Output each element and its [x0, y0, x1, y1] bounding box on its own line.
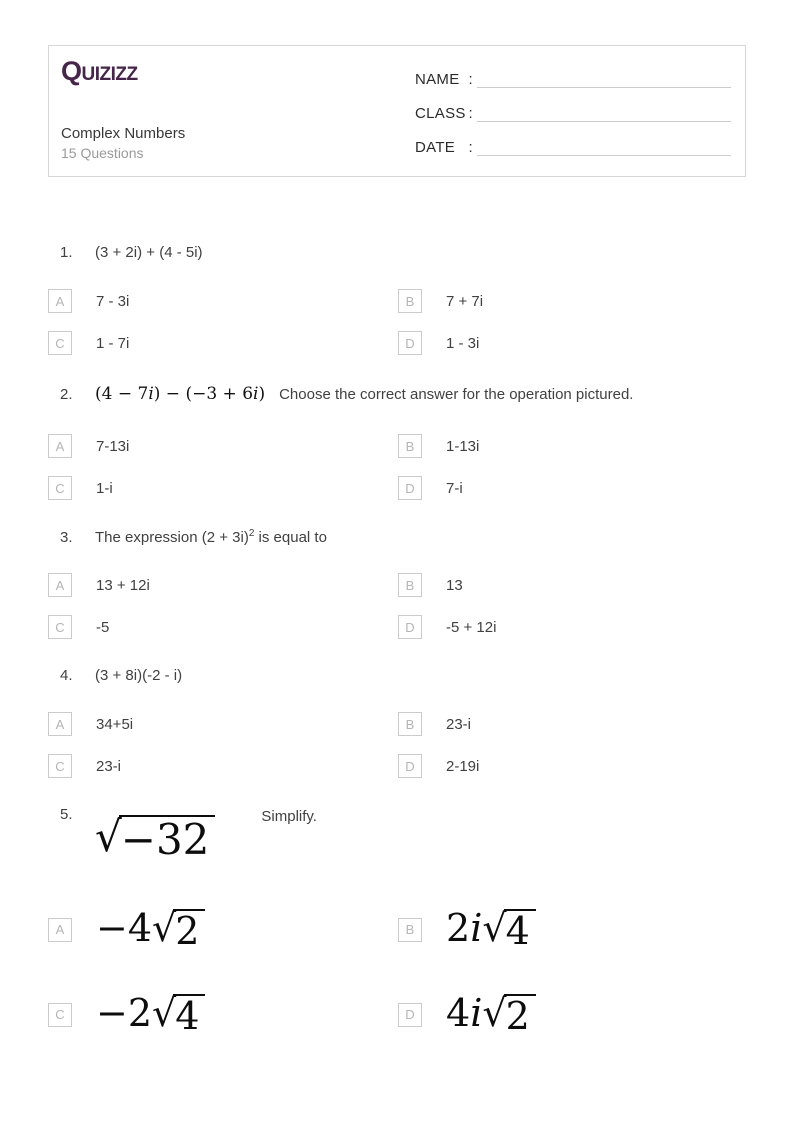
option-letter: B [398, 434, 422, 458]
option-text: -5 [96, 618, 110, 636]
option-text: 7 - 3i [96, 292, 130, 310]
option-text: 7-i [446, 479, 463, 497]
date-blank-line [477, 134, 731, 156]
question-prompt: (3 + 8i)(-2 - i) [95, 667, 183, 684]
quiz-question-count: 15 Questions [61, 145, 144, 162]
question-2-options [48, 434, 746, 500]
radical-sign-icon: √ [482, 991, 507, 1036]
option-a [48, 712, 398, 736]
radical-expression [152, 906, 205, 954]
radical-sign-icon: √ [482, 906, 507, 951]
class-blank-line [477, 100, 731, 122]
question-4-prompt-row [48, 667, 746, 689]
option-a [48, 907, 398, 952]
question-number: 4. [60, 667, 73, 684]
question-number: 3. [60, 529, 73, 546]
option-formula: −2 √ 4 [96, 992, 205, 1037]
question-4-options [48, 712, 746, 778]
header-left [61, 58, 185, 164]
question-3 [48, 528, 746, 639]
option-text: 7 + 7i [446, 292, 484, 310]
option-b [398, 434, 746, 458]
question-instruction: Choose the correct answer for the operation pictured. [279, 385, 634, 403]
option-d [398, 331, 746, 355]
question-5-options [48, 907, 746, 1037]
option-formula: 2i √ 4 [446, 907, 536, 952]
question-number: 1. [60, 244, 73, 261]
option-letter: D [398, 476, 422, 500]
option-letter: B [398, 712, 422, 736]
option-letter: B [398, 573, 422, 597]
radical-sign-icon: √ [152, 906, 177, 951]
option-text: 7-13i [96, 437, 130, 455]
option-b [398, 289, 746, 313]
question-prompt-formula [95, 812, 215, 862]
option-formula: 4i √ 2 [446, 992, 536, 1037]
radicand: −32 [119, 815, 216, 862]
student-fields [415, 58, 731, 164]
option-text: 1-i [96, 479, 113, 497]
question-1-prompt-row [48, 244, 746, 266]
option-text: 13 [446, 576, 463, 594]
quiz-title: Complex Numbers [61, 125, 186, 143]
questions-list [48, 244, 746, 1065]
option-text: 1 - 3i [446, 334, 480, 352]
option-letter: D [398, 754, 422, 778]
option-d [398, 992, 746, 1037]
option-text: 23-i [96, 757, 122, 775]
radicand: 2 [504, 994, 536, 1037]
radical-sign-icon: √ [152, 991, 177, 1036]
option-letter: C [48, 476, 72, 500]
radical-sign-icon: √ [95, 812, 122, 861]
question-number: 5. [60, 806, 73, 823]
radicand: 2 [173, 909, 205, 952]
radical-expression [482, 906, 535, 954]
option-text: 1-13i [446, 437, 480, 455]
option-letter: A [48, 918, 72, 942]
question-4 [48, 667, 746, 778]
question-1 [48, 244, 746, 355]
option-letter: A [48, 434, 72, 458]
date-label: DATE : [415, 139, 473, 156]
option-formula: −4 √ 2 [96, 907, 205, 952]
option-a [48, 573, 398, 597]
worksheet-header [48, 45, 746, 177]
question-number: 2. [60, 385, 73, 403]
question-2 [48, 383, 746, 500]
class-field [415, 100, 731, 122]
option-c [48, 754, 398, 778]
question-prompt-formula: (4 − 7i) − (−3 + 6i) [95, 384, 266, 404]
question-prompt: The expression $(2 + 3i)^2$ is equal to [95, 528, 327, 546]
date-field [415, 134, 731, 156]
option-letter: A [48, 573, 72, 597]
option-letter: B [398, 918, 422, 942]
option-text: -5 + 12i [446, 618, 497, 636]
question-3-prompt-row [48, 528, 746, 550]
option-a [48, 434, 398, 458]
option-letter: C [48, 331, 72, 355]
option-d [398, 754, 746, 778]
option-letter: A [48, 712, 72, 736]
option-letter: C [48, 1003, 72, 1027]
name-field [415, 66, 731, 88]
option-letter: A [48, 289, 72, 313]
option-text: 34+5i [96, 715, 134, 733]
option-d [398, 615, 746, 639]
option-letter: C [48, 754, 72, 778]
option-letter: D [398, 615, 422, 639]
radicand: 4 [504, 909, 536, 952]
question-1-options [48, 289, 746, 355]
name-label: NAME : [415, 71, 473, 88]
option-b [398, 907, 746, 952]
question-5-prompt-row [48, 806, 746, 862]
option-b [398, 712, 746, 736]
option-letter: B [398, 289, 422, 313]
option-c [48, 331, 398, 355]
option-letter: D [398, 331, 422, 355]
question-prompt: (3 + 2i) + (4 - 5i) [95, 244, 203, 261]
option-text: 2-19i [446, 757, 480, 775]
radical-expression [152, 991, 205, 1039]
option-a [48, 289, 398, 313]
option-letter: D [398, 1003, 422, 1027]
option-c [48, 615, 398, 639]
radicand: 4 [173, 994, 205, 1037]
radical-expression [95, 812, 215, 864]
name-blank-line [477, 66, 731, 88]
question-5 [48, 806, 746, 1037]
option-text: 13 + 12i [96, 576, 150, 594]
option-text: 23-i [446, 715, 472, 733]
quizizz-logo: Quizizz [61, 56, 138, 86]
option-b [398, 573, 746, 597]
option-text: 1 - 7i [96, 334, 130, 352]
question-2-prompt-row [48, 383, 746, 405]
option-d [398, 476, 746, 500]
option-c [48, 992, 398, 1037]
option-c [48, 476, 398, 500]
class-label: CLASS : [415, 105, 473, 122]
question-3-options [48, 573, 746, 639]
radical-expression [482, 991, 535, 1039]
option-letter: C [48, 615, 72, 639]
question-instruction: Simplify. [261, 808, 317, 825]
quiz-meta [61, 123, 185, 164]
